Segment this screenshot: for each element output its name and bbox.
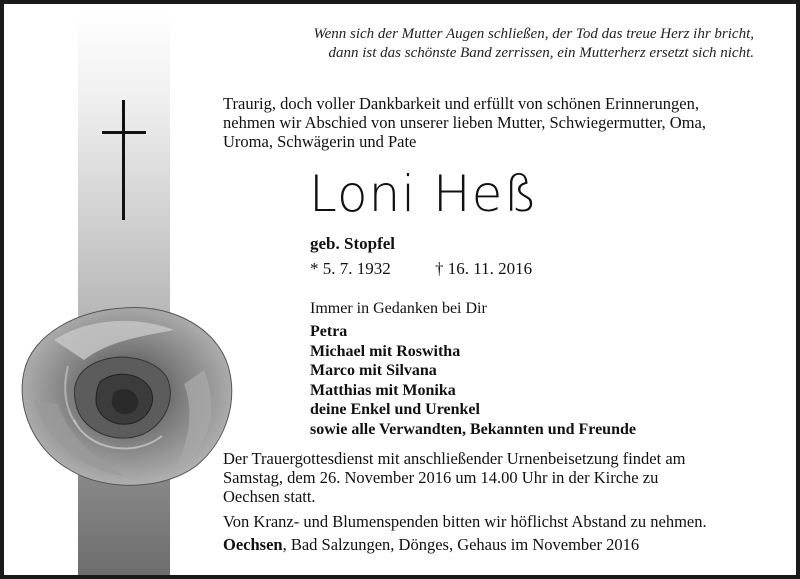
death-date: † 16. 11. 2016	[435, 259, 533, 278]
gradient-band	[78, 12, 170, 575]
motto-verse	[204, 25, 754, 63]
intro-text	[223, 94, 759, 151]
place-rest: , Bad Salzungen, Dönges, Gehaus im November 2016	[282, 535, 640, 554]
place-town: Oechsen	[223, 535, 283, 554]
remembrance-line: Immer in Gedanken bei Dir	[310, 300, 487, 317]
birth-date: * 5. 7. 1932	[310, 259, 391, 278]
mourners-list	[310, 322, 636, 439]
deceased-name: Loni Heß	[309, 165, 539, 223]
intro-line: nehmen wir Abschied von unserer lieben Mutter, Schwiegermutter, Oma,	[223, 113, 707, 132]
mourner-item: sowie alle Verwandten, Bekannten und Freunde	[310, 420, 636, 438]
intro-line: Traurig, doch voller Dankbarkeit und erfüllt von schönen Erinnerungen,	[223, 94, 699, 113]
place-date-line	[223, 535, 639, 555]
service-text	[223, 449, 759, 506]
mourner-item: deine Enkel und Urenkel	[310, 401, 480, 418]
obituary-notice	[4, 4, 796, 575]
motto-line: Wenn sich der Mutter Augen schließen, der Tod das treue Herz ihr bricht,	[313, 26, 754, 42]
rose-icon	[14, 300, 234, 490]
life-dates	[310, 259, 532, 279]
service-line: Der Trauergottesdienst mit anschließender Urnenbeisetzung findet am	[223, 449, 686, 468]
birth-name: geb. Stopfel	[310, 234, 395, 253]
motto-line: dann ist das schönste Band zerrissen, ein Mutterherz ersetzt sich nicht.	[328, 45, 754, 61]
mourner-item: Matthias mit Monika	[310, 381, 456, 399]
service-line: Samstag, dem 26. November 2016 um 14.00 Uhr in der Kirche zu	[223, 468, 659, 487]
service-line: Oechsen statt.	[223, 487, 316, 506]
flowers-request: Von Kranz- und Blumenspenden bitten wir höflichst Abstand zu nehmen.	[223, 512, 707, 531]
intro-line: Uroma, Schwägerin und Pate	[223, 132, 417, 151]
cross-icon	[96, 100, 146, 220]
mourner-item: Petra	[310, 323, 348, 340]
mourner-item: Marco mit Silvana	[310, 362, 437, 379]
mourner-item: Michael mit Roswitha	[310, 342, 461, 360]
